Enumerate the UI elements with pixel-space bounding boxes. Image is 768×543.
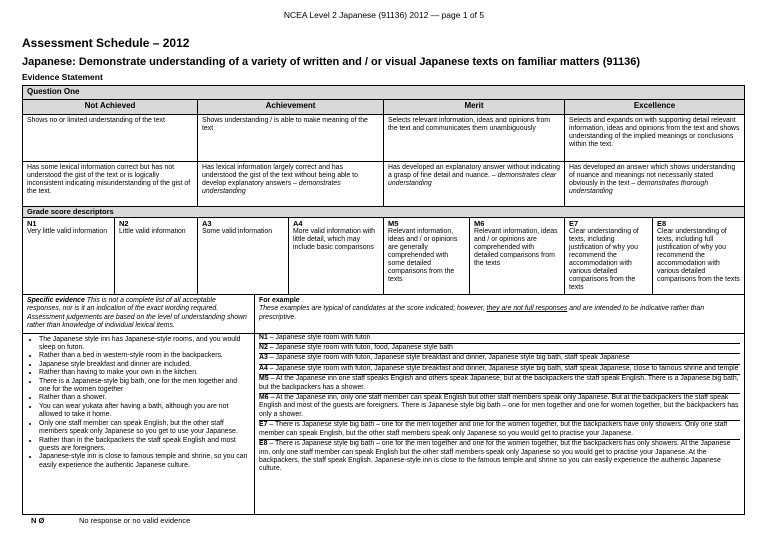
evidence-statement-heading: Evidence Statement (22, 72, 103, 82)
evidence-bullet: • You can wear yukata after having a bath, although you are not allowed to take it home. (39, 403, 250, 420)
example-code: N2 (259, 344, 268, 352)
example-list-cell (255, 333, 745, 514)
no-response-row (31, 516, 190, 525)
example-row (259, 365, 740, 375)
evidence-table (22, 294, 745, 515)
document-title: Assessment Schedule – 2012 (22, 36, 190, 50)
grade-descriptor (23, 218, 115, 295)
criteria-text: Has lexical information largely correct and has understood the gist of the text without being able to develop explanatory answers – (202, 164, 358, 187)
evidence-bullet: • Japanese-style inn is close to famous temple and shrine, so you can easily experience the authentic Japanese culture. (39, 453, 250, 470)
example-text: – Japanese style room with futon (267, 333, 371, 341)
specific-evidence-text: This is not a complete list of all acceptable responses, nor is it an indication of the exact wording required. Assessment judgements are based on the level of understanding shown rather than knowledge of individual lexical items. (27, 297, 247, 330)
criteria-cell: Shows understanding / is able to make meaning of the text (198, 115, 384, 162)
question-label: Question One (23, 86, 745, 100)
example-note (255, 295, 745, 334)
grade-text: More valid information with little detail, which may include basic comparisons (293, 228, 375, 251)
example-text: – Japanese style room with futon, Japanese style breakfast and dinner, Japanese style big bath, staff speak Japanese, close to famous shrine and temple (267, 364, 739, 372)
criteria-text: Has developed an explanatory answer without indicating a grasp of fine detail and nuance. – (388, 164, 560, 179)
grade-code: E7 (569, 219, 579, 228)
evidence-bullet: • Rather than a bed in western-style room in the backpackers. (39, 352, 250, 360)
column-header: Excellence (565, 100, 745, 115)
specific-evidence-note (23, 295, 255, 334)
criteria-cell (565, 162, 745, 207)
document-subtitle: Japanese: Demonstrate understanding of a variety of written and / or visual Japanese texts on familiar matters (91136) (22, 56, 641, 68)
grade-text: Clear understanding of texts, including justification of why you recommend the accommodation with various detailed comparisons from the texts (569, 228, 639, 291)
grade-descriptor (115, 218, 198, 295)
evidence-bullet: • Only one staff member can speak English, but the other staff members speak only Japanese so you get to use your Japanese. (39, 420, 250, 437)
criteria-italic: demonstrates clear understanding (388, 172, 557, 187)
example-text: – At the Japanese inn one staff speaks English and others speak Japanese, but at the backpackers the staff speak English. There is a Japanese big bath, but the backpackers has a shower. (259, 375, 739, 391)
criteria-text: Has developed an answer which shows understanding of nuance and meanings not necessarily stated obviously in the text – (569, 164, 736, 187)
criteria-italic: demonstrates thorough understanding (569, 180, 709, 195)
criteria-cell: Selects relevant information, ideas and opinions from the text and communicates them unambiguously (384, 115, 565, 162)
example-row (259, 354, 740, 364)
criteria-table (22, 85, 745, 295)
column-header: Not Achieved (23, 100, 198, 115)
example-row (259, 440, 740, 475)
criteria-cell (198, 162, 384, 207)
evidence-bullet: • The Japanese style inn has Japanese-style rooms, and you would sleep on futon. (39, 336, 250, 353)
example-text: – Japanese style room with futon, food, Japanese style bath (267, 344, 453, 352)
page-header: NCEA Level 2 Japanese (91136) 2012 — page 1 of 5 (283, 10, 485, 20)
column-header: Achievement (198, 100, 384, 115)
grade-descriptors-label: Grade score descriptors (23, 207, 745, 218)
example-row (259, 375, 740, 394)
grade-descriptor (384, 218, 470, 295)
example-note-b: and are intended to be indicative rather than prescriptive. (259, 305, 705, 321)
example-text: – There is Japanese style big bath – one for the men together and one for the women together, but the backpackers have only showers. Only one staff member can speak English, but the other staff members speak only Japanese so you would get to practise your Japanese. (259, 421, 728, 437)
criteria-cell (384, 162, 565, 207)
example-code: M6 (259, 394, 269, 402)
evidence-bullet: • Japanese style breakfast and dinner are included. (39, 361, 250, 369)
example-label: For example (259, 297, 300, 304)
grade-descriptor (198, 218, 289, 295)
grade-code: E8 (657, 219, 667, 228)
criteria-italic: demonstrates understanding (202, 180, 341, 195)
evidence-bullet: • Rather than having to make your own in the kitchen. (39, 369, 250, 377)
grade-text: Very little valid information (27, 228, 108, 235)
example-row (259, 334, 740, 344)
criteria-cell: Has some lexical information correct but has not understood the gist of the text or is logically inconsistent indicating misunderstanding of the gist of the text. (23, 162, 198, 207)
example-text: – At the Japanese inn, only one staff member can speak English but other staff members speak only Japanese. But at the backpackers the staff speak English and most of the guests are foreigners. There is Japanese style big bath – one for men together and one for women together, but the backpackers has only a shower. (259, 394, 739, 418)
grade-code: A3 (202, 219, 212, 228)
grade-descriptor (565, 218, 653, 295)
criteria-cell: Shows no or limited understanding of the text (23, 115, 198, 162)
n0-text: No response or no valid evidence (79, 516, 191, 525)
grade-code: N2 (119, 219, 129, 228)
specific-evidence-list-cell (23, 333, 255, 514)
grade-text: Clear understanding of texts, including full justification of why you recommend the accommodation with various detailed comparisons from the texts (657, 228, 740, 283)
example-text: – There is Japanese style big bath – one for the men together and one for the women together, but the backpackers has only showers. At the Japanese inn, only one staff member can speak English but the other staff members speak only Japanese so you would get to practise your Japanese. At the backpackers, the staff speak English. Japanese-style inn is close to the famous temple and shrine so you can easily experience the authentic Japanese culture. (259, 440, 731, 473)
grade-code: N1 (27, 219, 37, 228)
example-text: – Japanese style room with futon, Japanese style breakfast and dinner, Japanese style big bath, staff speak Japanese (267, 354, 630, 362)
specific-evidence-list (27, 336, 250, 471)
example-row (259, 344, 740, 354)
evidence-bullet: • Rather than in the backpackers the staff speak English and most guests are foreigners. (39, 437, 250, 454)
example-note-a: These examples are typical of candidates at the score indicated; however, (259, 305, 487, 313)
example-note-underline: they are not full responses (486, 305, 568, 313)
grade-code: A4 (293, 219, 303, 228)
example-row (259, 421, 740, 440)
specific-evidence-label: Specific evidence (27, 297, 85, 304)
grade-code: M5 (388, 219, 399, 228)
evidence-bullet: • Rather than a shower. (39, 394, 250, 402)
example-code: E7 (259, 421, 268, 429)
example-code: N1 (259, 333, 268, 341)
grade-descriptor (289, 218, 384, 295)
example-code: A4 (259, 364, 268, 372)
criteria-cell: Selects and expands on with supporting detail relevant information, ideas and opinions from the text and shows understanding of the implied meanings or conclusions within the text. (565, 115, 745, 162)
grade-text: Some valid information (202, 228, 273, 235)
evidence-bullet: • There is a Japanese-style big bath, one for the men together and one for the women together (39, 378, 250, 395)
grade-text: Little valid information (119, 228, 186, 235)
grade-code: M6 (474, 219, 485, 228)
grade-text: Relevant information, ideas and / or opinions are generally comprehended with some detailed comparisons from the texts (388, 228, 458, 283)
grade-text: Relevant information, ideas and / or opinions are comprehended with detailed comparisons from the texts (474, 228, 558, 267)
n0-code: N Ø (31, 516, 45, 525)
example-code: A3 (259, 354, 268, 362)
grade-descriptor (470, 218, 565, 295)
example-row (259, 394, 740, 421)
example-code: M5 (259, 375, 269, 383)
column-header: Merit (384, 100, 565, 115)
grade-descriptor (653, 218, 745, 295)
example-code: E8 (259, 440, 268, 448)
